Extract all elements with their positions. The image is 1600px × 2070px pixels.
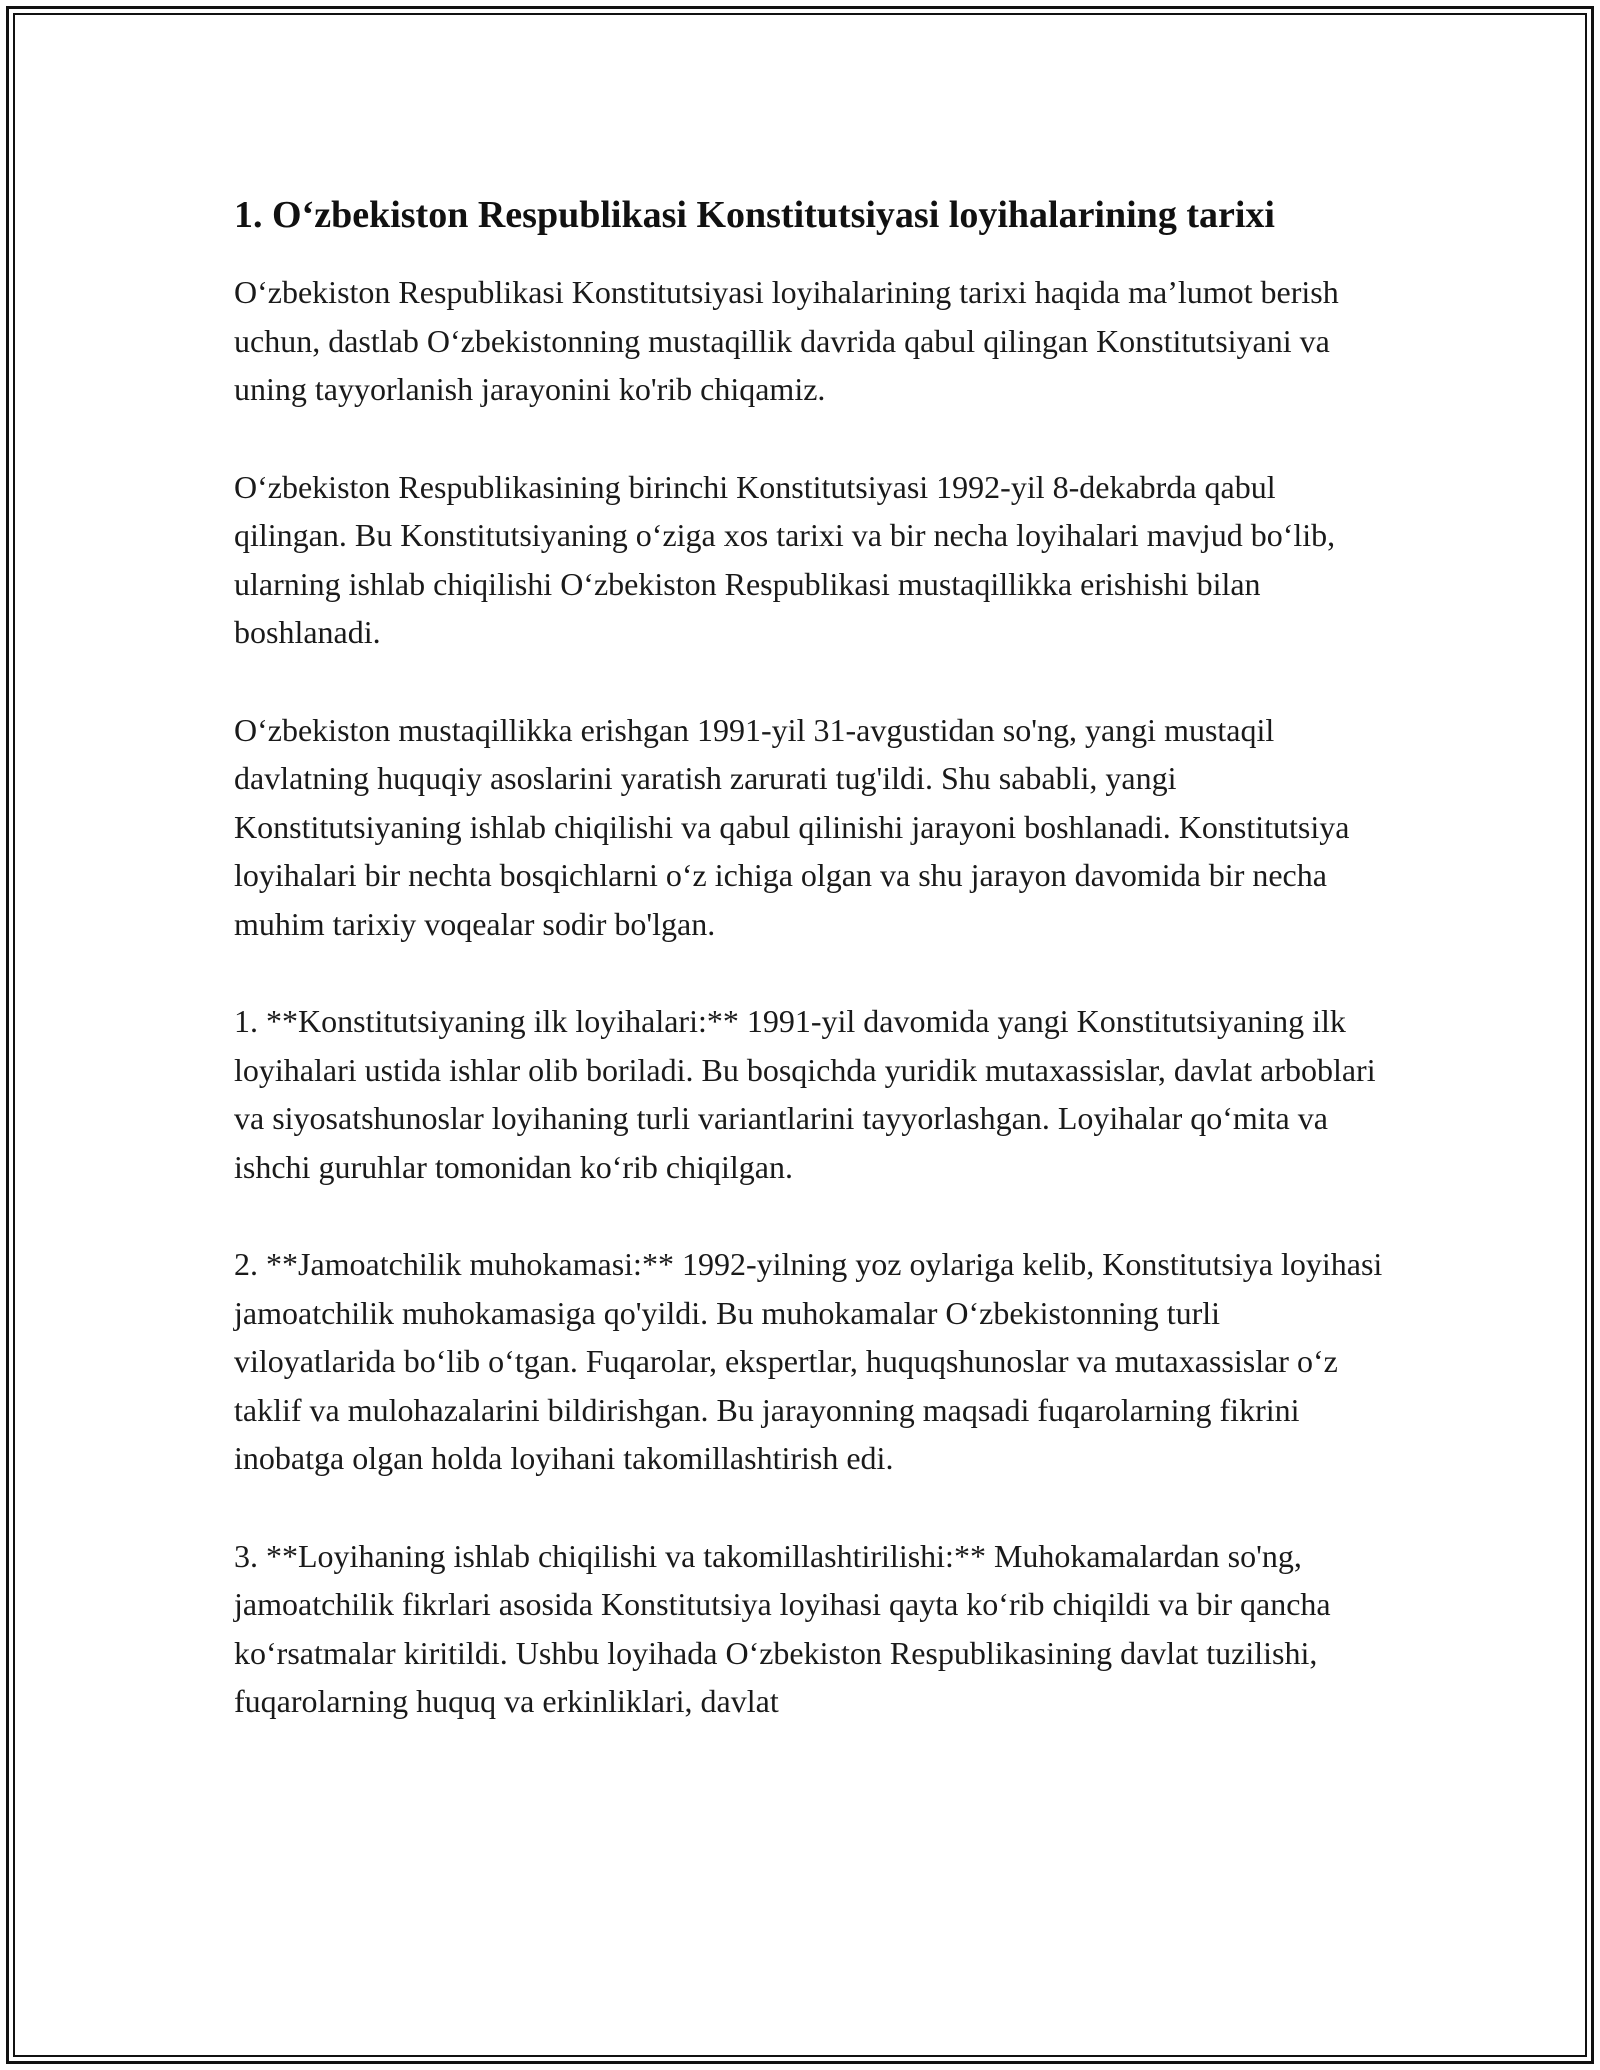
document-body: [234, 188, 1384, 1726]
paragraph-independence: O‘zbekiston mustaqillikka erishgan 1991-yil 31-avgustidan so'ng, yangi mustaqil davlatning huquqiy asoslarini yaratish zarurati tug'ildi. Shu sababli, yangi Konstitutsiyaning ishlab chiqilishi va qabul qilinishi jarayoni boshlanadi. Konstitutsiya loyihalari bir nechta bosqichlarni o‘z ichiga olgan va shu jarayon davomida bir necha muhim tarixiy voqealar sodir bo'lgan.: [234, 711, 1350, 942]
paragraph-stage-2: 2. **Jamoatchilik muhokamasi:** 1992-yilning yoz oylariga kelib, Konstitutsiya loyihasi jamoatchilik muhokamasiga qo'yildi. Bu muhokamalar O‘zbekistonning turli viloyatlarida bo‘lib o‘tgan. Fuqarolar, ekspertlar, huquqshunoslar va mutaxassislar o‘z taklif va mulohazalarini bildirishgan. Bu jarayonning maqsadi fuqarolarning fikrini inobatga olgan holda loyihani takomillashtirish edi.: [234, 1246, 1383, 1476]
paragraph-stage-1: 1. **Konstitutsiyaning ilk loyihalari:** 1991-yil davomida yangi Konstitutsiyaning ilk loyihalari ustida ishlar olib boriladi. Bu bosqichda yuridik mutaxassislar, davlat arboblari va siyosatshunoslar loyihaning turli variantlarini tayyorlashgan. Loyihalar qo‘mita va ishchi guruhlar tomonidan ko‘rib chiqilgan.: [234, 1003, 1376, 1185]
document-heading: 1. O‘zbekiston Respublikasi Konstitutsiyasi loyihalarining tarixi: [234, 194, 1275, 236]
paragraph-intro: O‘zbekiston Respublikasi Konstitutsiyasi loyihalarining tarixi haqida ma’lumot berish uchun, dastlab O‘zbekistonning mustaqillik davrida qabul qilingan Konstitutsiyani va uning tayyorlanish jarayonini ko'rib chiqamiz.: [234, 274, 1339, 407]
paragraph-first-constitution: O‘zbekiston Respublikasining birinchi Konstitutsiyasi 1992-yil 8-dekabrda qabul qilingan. Bu Konstitutsiyaning o‘ziga xos tarixi va bir necha loyihalari mavjud bo‘lib, ularning ishlab chiqilishi O‘zbekiston Respublikasi mustaqillikka erishishi bilan boshlanadi.: [234, 468, 1336, 650]
paragraph-stage-3: 3. **Loyihaning ishlab chiqilishi va takomillashtirilishi:** Muhokamalardan so'ng, jamoatchilik fikrlari asosida Konstitutsiya loyihasi qayta ko‘rib chiqildi va bir qancha ko‘rsatmalar kiritildi. Ushbu loyihada O‘zbekiston Respublikasining davlat tuzilishi, fuqarolarning huquq va erkinliklari, davlat: [234, 1537, 1331, 1719]
